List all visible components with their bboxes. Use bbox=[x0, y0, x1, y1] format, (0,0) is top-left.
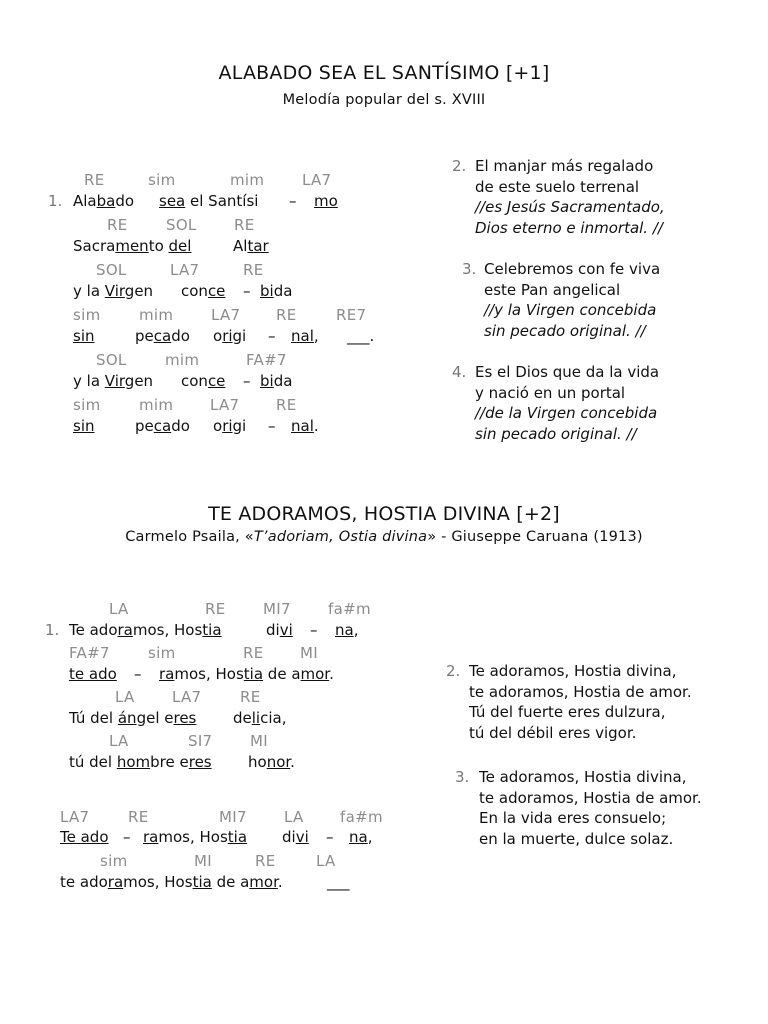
hyphen: – bbox=[243, 282, 251, 300]
lyric-line: Tú del ángel eres bbox=[69, 709, 197, 727]
lyric-line: y la Virgen bbox=[73, 372, 154, 390]
lyric-syllable: sin bbox=[73, 327, 95, 345]
lyric-line: conce bbox=[181, 282, 226, 300]
chord: RE bbox=[128, 808, 149, 826]
lyric-line: origi bbox=[213, 417, 247, 435]
hyphen: – bbox=[134, 665, 142, 683]
chord: mim bbox=[165, 351, 200, 369]
chord: MI7 bbox=[263, 600, 291, 618]
chord: RE bbox=[243, 644, 264, 662]
chord: FA#7 bbox=[246, 351, 287, 369]
stanza-text: Es el Dios que da la vida y nació en un portal //de la Virgen concebida sin pecado original. // bbox=[475, 363, 660, 443]
chord: RE bbox=[276, 306, 297, 324]
stanza-number: 4. bbox=[452, 363, 467, 381]
stanza-number: 2. bbox=[452, 157, 467, 175]
chord: LA bbox=[284, 808, 304, 826]
chord: RE bbox=[84, 171, 105, 189]
song1-subtitle: Melodía popular del s. XVIII bbox=[282, 92, 486, 108]
chord: RE bbox=[205, 600, 226, 618]
chord: fa#m bbox=[328, 600, 371, 618]
song1-title: ALABADO SEA EL SANTÍSIMO [+1] bbox=[218, 62, 550, 84]
stanza-number: 2. bbox=[446, 662, 461, 680]
lyric-line: pecado bbox=[135, 327, 190, 345]
lyric-line: y la Virgen bbox=[73, 282, 154, 300]
hyphen: – bbox=[289, 192, 297, 210]
lyric-syllable: te ado bbox=[69, 665, 117, 683]
song2-title: TE ADORAMOS, HOSTIA DIVINA [+2] bbox=[208, 503, 560, 525]
lyric-line: nal. bbox=[291, 417, 319, 435]
lyric-syllable: mo bbox=[314, 192, 338, 210]
stanza-number: 3. bbox=[462, 260, 477, 278]
chord: MI7 bbox=[219, 808, 247, 826]
stanza-number: 3. bbox=[455, 768, 470, 786]
lyric-line: bida bbox=[260, 372, 293, 390]
stanza-text: Celebremos con fe viva este Pan angelical //y la Virgen concebida sin pecado original. // bbox=[484, 260, 661, 340]
lyric-line: origi bbox=[213, 327, 247, 345]
chord: RE7 bbox=[336, 306, 367, 324]
lyric-line: Sacramento del bbox=[73, 237, 192, 255]
verse-number: 1. bbox=[48, 192, 63, 210]
hyphen: – bbox=[268, 417, 276, 435]
chord: sim bbox=[73, 306, 101, 324]
chord: mim bbox=[230, 171, 265, 189]
chord: LA bbox=[115, 688, 135, 706]
chord: LA7 bbox=[302, 171, 332, 189]
stanza-text: Te adoramos, Hostia divina, te adoramos, Hostia de amor. En la vida eres consuelo; en la muerte, dulce solaz. bbox=[479, 768, 702, 848]
lyric-line: conce bbox=[181, 372, 226, 390]
lyric-line: nal, bbox=[291, 327, 319, 345]
chord: SOL bbox=[166, 216, 197, 234]
chord: LA7 bbox=[172, 688, 202, 706]
hyphen: – bbox=[268, 327, 276, 345]
hyphen: – bbox=[243, 372, 251, 390]
chord: sim bbox=[148, 644, 176, 662]
lyric-line: Te adoramos, Hostia bbox=[69, 621, 222, 639]
chord: LA7 bbox=[211, 306, 241, 324]
lyric-line: Alabado bbox=[73, 192, 135, 210]
chord: MI bbox=[300, 644, 318, 662]
stanza-text: Te adoramos, Hostia divina, te adoramos, Hostia de amor. Tú del fuerte eres dulzura, tú del débil eres vigor. bbox=[469, 662, 692, 742]
chord: MI bbox=[250, 732, 268, 750]
lyric-line: ramos, Hostia de amor. bbox=[159, 665, 334, 683]
song2-subtitle: Carmelo Psaila, «T’adoriam, Ostia divina» - Giuseppe Caruana (1913) bbox=[125, 529, 643, 545]
chord: LA bbox=[109, 732, 129, 750]
hyphen: – bbox=[326, 828, 334, 846]
chord: mim bbox=[139, 306, 174, 324]
lyric-line: ___. bbox=[347, 327, 375, 345]
chord: LA bbox=[316, 852, 336, 870]
chord: RE bbox=[107, 216, 128, 234]
lyric-line: tú del hombre eres bbox=[69, 753, 212, 771]
hyphen: – bbox=[123, 828, 131, 846]
chord: RE bbox=[243, 261, 264, 279]
lyric-line: te adoramos, Hostia de amor. bbox=[60, 873, 283, 891]
chord: sim bbox=[100, 852, 128, 870]
chord: fa#m bbox=[340, 808, 383, 826]
chord: SI7 bbox=[188, 732, 213, 750]
lyric-line: honor. bbox=[248, 753, 295, 771]
chord: mim bbox=[139, 396, 174, 414]
chord: RE bbox=[255, 852, 276, 870]
verse-number: 1. bbox=[45, 621, 60, 639]
chord: LA bbox=[109, 600, 129, 618]
chord: LA7 bbox=[60, 808, 90, 826]
lyric-line: Altar bbox=[233, 237, 269, 255]
lyric-line: pecado bbox=[135, 417, 190, 435]
chord: RE bbox=[240, 688, 261, 706]
hyphen: – bbox=[310, 621, 318, 639]
chord: RE bbox=[234, 216, 255, 234]
chord: sim bbox=[148, 171, 176, 189]
chord: LA7 bbox=[210, 396, 240, 414]
lyric-line: divi bbox=[266, 621, 293, 639]
lyric-line: bida bbox=[260, 282, 293, 300]
lyric-line: ramos, Hostia bbox=[143, 828, 248, 846]
lyric-line: na, bbox=[349, 828, 373, 846]
lyric-line: divi bbox=[282, 828, 309, 846]
lyric-syllable: sin bbox=[73, 417, 95, 435]
chord: SOL bbox=[96, 351, 127, 369]
lyric-line: sea el Santísi bbox=[159, 192, 259, 210]
stanza-text: El manjar más regalado de este suelo terrenal //es Jesús Sacramentado, Dios eterno e inmortal. // bbox=[475, 157, 665, 237]
chord: MI bbox=[194, 852, 212, 870]
chord: SOL bbox=[96, 261, 127, 279]
lyric-line: na, bbox=[335, 621, 359, 639]
chord: sim bbox=[73, 396, 101, 414]
lyric-syllable: Te ado bbox=[60, 828, 109, 846]
lyric-line: delicia, bbox=[233, 709, 287, 727]
blank-line: ___ bbox=[327, 873, 350, 891]
chord: RE bbox=[276, 396, 297, 414]
chord: LA7 bbox=[170, 261, 200, 279]
chord: FA#7 bbox=[69, 644, 110, 662]
